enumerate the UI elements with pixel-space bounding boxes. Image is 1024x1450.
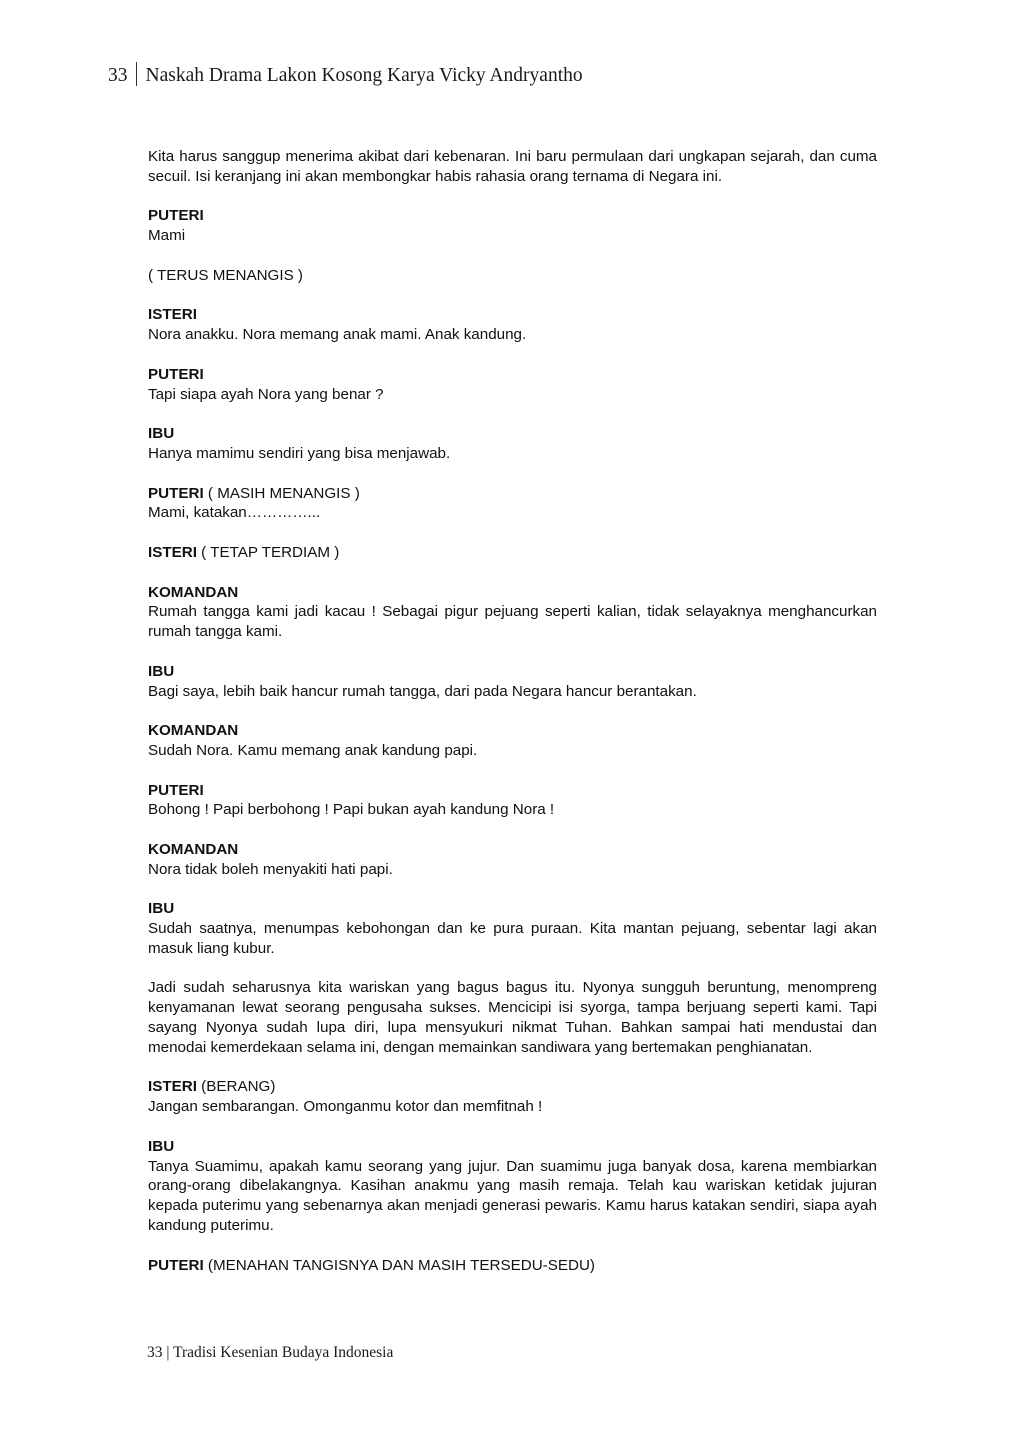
- dialogue-block: [148, 1137, 877, 1236]
- dialogue-line: Sudah saatnya, menumpas kebohongan dan ke pura puraan. Kita mantan pejuang, sebentar lagi akan masuk liang kubur.: [148, 920, 877, 957]
- dialogue-block: [148, 365, 877, 405]
- header-page-number: 33: [108, 65, 128, 86]
- dialogue-line: Tanya Suamimu, apakah kamu seorang yang jujur. Dan suamimu juga banyak dosa, karena membiarkan orang-orang dibelakangnya. Kasihan anakmu yang masih remaja. Telah kau wariskan ketidak jujuran kepada puterimu yang sebenarnya akan menjadi generasi pewaris. Kamu harus katakan sendiri, siapa ayah kandung puterimu.: [148, 1157, 877, 1235]
- dialogue-line: Nora anakku. Nora memang anak mami. Anak kandung.: [148, 326, 527, 344]
- speaker-name: IBU: [148, 662, 175, 680]
- speaker-name: PUTERI: [148, 484, 204, 502]
- dialogue-block: [148, 583, 877, 642]
- dialogue-block: [148, 305, 877, 345]
- dialogue-block: [148, 206, 877, 246]
- speaker-name: KOMANDAN: [148, 840, 239, 858]
- speaker-line: [148, 305, 877, 325]
- dialogue-block: [148, 1256, 877, 1276]
- dialogue-block: [148, 662, 877, 702]
- dialogue-line: Bagi saya, lebih baik hancur rumah tangga, dari pada Negara hancur berantakan.: [148, 682, 697, 700]
- speaker-direction: (MENAHAN TANGISNYA DAN MASIH TERSEDU-SEDU): [203, 1256, 595, 1274]
- dialogue-block: [148, 840, 877, 880]
- header-separator: [136, 62, 137, 86]
- speaker-line: [148, 484, 877, 504]
- speaker-line: [148, 781, 877, 801]
- page-footer: 33 | Tradisi Kesenian Budaya Indonesia: [147, 1344, 394, 1361]
- speaker-line: [148, 1077, 877, 1097]
- script-content: [148, 147, 877, 1295]
- speaker-name: IBU: [148, 425, 175, 443]
- dialogue-line: Hanya mamimu sendiri yang bisa menjawab.: [148, 444, 451, 462]
- speaker-name: PUTERI: [148, 365, 204, 383]
- dialogue-line: Kita harus sanggup menerima akibat dari kebenaran. Ini baru permulaan dari ungkapan sejarah, dan cuma secuil. Isi keranjang ini akan membongkar habis rahasia orang ternama di Negara ini.: [148, 148, 877, 185]
- dialogue-block: [148, 721, 877, 761]
- speaker-line: [148, 662, 877, 682]
- speaker-line: [148, 206, 877, 226]
- speaker-line: [148, 1137, 877, 1157]
- dialogue-block: [148, 978, 877, 1057]
- dialogue-line: Bohong ! Papi berbohong ! Papi bukan ayah kandung Nora !: [148, 801, 555, 819]
- page-header: [108, 62, 583, 88]
- speaker-line: [148, 1256, 877, 1276]
- speaker-name: PUTERI: [148, 1256, 204, 1274]
- speaker-name: ISTERI: [148, 1078, 197, 1096]
- stage-direction-block: [148, 266, 877, 286]
- speaker-line: [148, 365, 877, 385]
- dialogue-block: [148, 899, 877, 958]
- dialogue-block: [148, 147, 877, 187]
- dialogue-block: [148, 424, 877, 464]
- speaker-direction: ( TETAP TERDIAM ): [196, 543, 340, 561]
- dialogue-line: Jadi sudah seharusnya kita wariskan yang bagus bagus itu. Nyonya sungguh beruntung, menompreng kenyamanan lewat seorang pengusaha sukses. Mencicipi isi syorga, tampa berjuang seperti kami. Tapi sayang Nyonya sudah lupa diri, lupa mensyukuri nikmat Tuhan. Bahkan sampai hati mendustai dan menodai kemerdekaan selama ini, dengan memainkan sandiwara yang bertemakan penghianatan.: [148, 979, 877, 1056]
- speaker-line: [148, 840, 877, 860]
- dialogue-line: Tapi siapa ayah Nora yang benar ?: [148, 385, 384, 403]
- speaker-name: KOMANDAN: [148, 583, 239, 601]
- dialogue-line: Jangan sembarangan. Omonganmu kotor dan memfitnah !: [148, 1098, 543, 1116]
- header-title: Naskah Drama Lakon Kosong Karya Vicky Andryantho: [145, 65, 583, 86]
- dialogue-line: Sudah Nora. Kamu memang anak kandung papi.: [148, 741, 478, 759]
- speaker-line: [148, 543, 877, 563]
- dialogue-block: [148, 1077, 877, 1117]
- speaker-name: IBU: [148, 900, 175, 918]
- dialogue-line: Mami, katakan…………...: [148, 504, 321, 522]
- speaker-line: [148, 721, 877, 741]
- dialogue-block: [148, 543, 877, 563]
- speaker-name: PUTERI: [148, 781, 204, 799]
- dialogue-line: Mami: [148, 227, 186, 245]
- speaker-direction: (BERANG): [196, 1078, 276, 1096]
- speaker-name: ISTERI: [148, 306, 197, 324]
- dialogue-block: [148, 484, 877, 524]
- dialogue-line: Nora tidak boleh menyakiti hati papi.: [148, 860, 393, 878]
- stage-direction: ( TERUS MENANGIS ): [148, 266, 303, 284]
- speaker-line: [148, 899, 877, 919]
- dialogue-block: [148, 781, 877, 821]
- speaker-line: [148, 424, 877, 444]
- speaker-line: [148, 583, 877, 603]
- speaker-direction: ( MASIH MENANGIS ): [203, 484, 360, 502]
- dialogue-line: Rumah tangga kami jadi kacau ! Sebagai pigur pejuang seperti kalian, tidak selayaknya menghancurkan rumah tangga kami.: [148, 603, 877, 641]
- speaker-name: PUTERI: [148, 207, 204, 225]
- speaker-name: IBU: [148, 1137, 175, 1155]
- speaker-name: KOMANDAN: [148, 722, 239, 740]
- speaker-name: ISTERI: [148, 543, 197, 561]
